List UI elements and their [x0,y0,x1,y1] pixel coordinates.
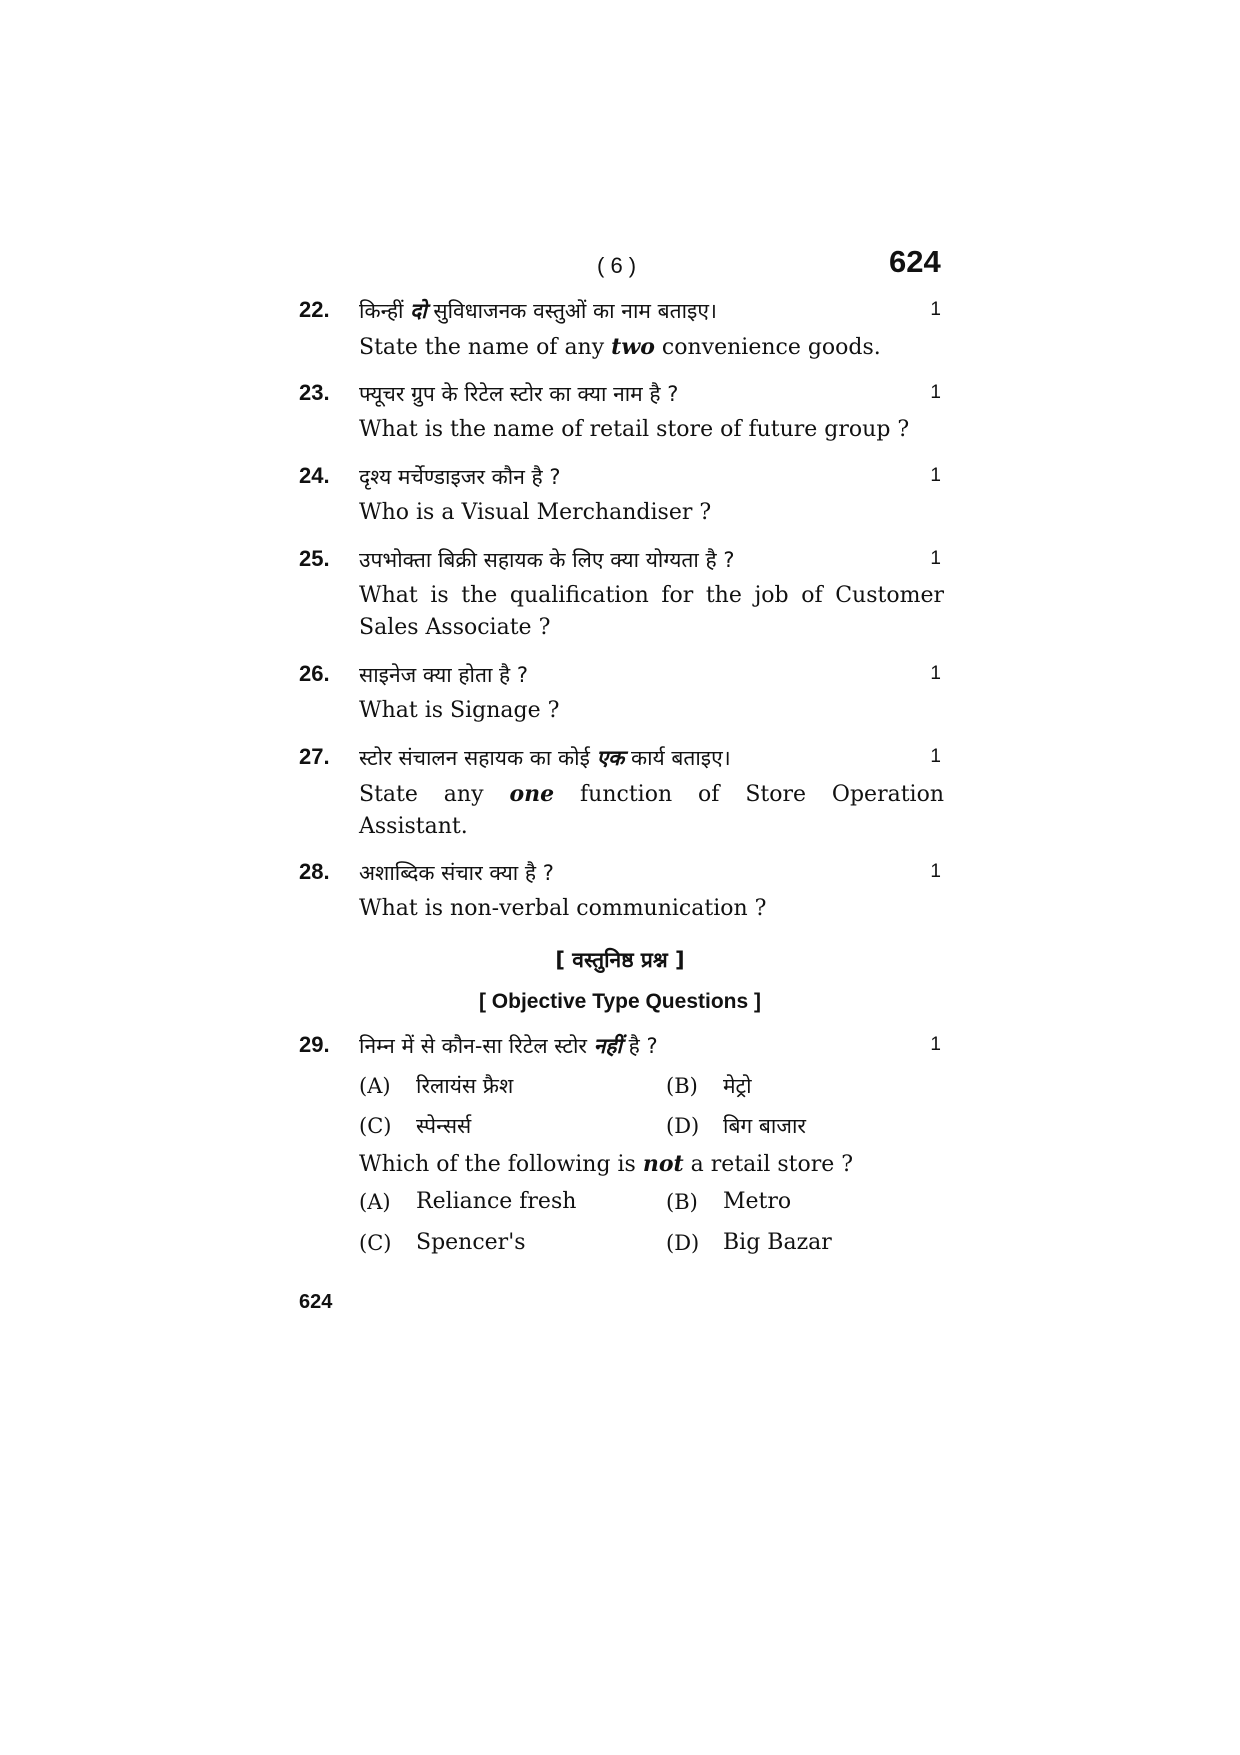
question-marks: 1 [930,746,941,767]
question-marks: 1 [930,299,941,320]
option-label: (D) [666,1231,700,1255]
question-marks: 1 [930,465,941,486]
option-c-english: Spencer's [416,1230,526,1255]
option-label: (A) [359,1074,391,1098]
question-hindi: दृश्य मर्चेण्डाइजर कौन है ? [359,465,561,489]
question-marks: 1 [930,663,941,684]
paper-code-footer: 624 [299,1291,333,1313]
question-english: What is non-verbal communication ? [359,896,767,921]
option-b-english: Metro [723,1189,792,1214]
question-english: State any one function of Store Operation Assistant. [359,781,944,839]
question-number: 28. [299,859,330,884]
question-english: What is the qualification for the job of Customer Sales Associate ? [359,583,944,640]
option-label: (B) [666,1190,698,1214]
question-hindi: फ्यूचर ग्रुप के रिटेल स्टोर का क्या नाम है ? [359,382,679,406]
question-number: 22. [299,297,330,322]
option-label: (B) [666,1074,698,1098]
question-number: 29. [299,1032,330,1057]
question-number: 23. [299,380,330,405]
question-number: 26. [299,661,330,686]
option-label: (C) [359,1114,392,1138]
question-hindi: अशाब्दिक संचार क्या है ? [359,861,554,885]
question-marks: 1 [930,548,941,569]
question-hindi: साइनेज क्या होता है ? [359,663,529,687]
question-english: Which of the following is not a retail store ? [359,1151,854,1177]
question-hindi: किन्हीं दो सुविधाजनक वस्तुओं का नाम बताइए। [359,299,717,323]
paper-code-header: 624 [889,244,941,279]
question-number: 27. [299,744,330,769]
question-29 [299,1032,944,1262]
option-label: (D) [666,1114,700,1138]
question-hindi: उपभोक्ता बिक्री सहायक के लिए क्या योग्यता है ? [359,548,735,572]
section-heading-english: [ Objective Type Questions ] [478,990,761,1013]
option-label: (A) [359,1190,391,1214]
option-label: (C) [359,1231,392,1255]
section-heading-hindi: [ वस्तुनिष्ठ प्रश्न ] [555,948,685,972]
question-marks: 1 [930,382,941,403]
option-d-english: Big Bazar [723,1230,832,1255]
option-c-hindi: स्पेन्सर्स [416,1114,472,1138]
question-english: State the name of any two convenience goods. [359,334,881,360]
question-english: What is the name of retail store of future group ? [359,417,910,442]
option-d-hindi: बिग बाजार [723,1114,806,1138]
option-b-hindi: मेट्रो [723,1074,752,1098]
question-english: What is Signage ? [359,698,560,723]
question-marks: 1 [930,861,941,882]
option-a-hindi: रिलायंस फ्रैश [416,1074,514,1098]
question-english: Who is a Visual Merchandiser ? [359,500,712,525]
option-a-english: Reliance fresh [416,1189,577,1214]
page-number: ( 6 ) [597,253,637,278]
question-marks: 1 [930,1034,941,1055]
question-hindi: निम्न में से कौन-सा रिटेल स्टोर नहीं है ? [359,1034,658,1058]
question-number: 25. [299,546,330,571]
question-hindi: स्टोर संचालन सहायक का कोई एक कार्य बताइए। [359,746,731,770]
question-number: 24. [299,463,330,488]
